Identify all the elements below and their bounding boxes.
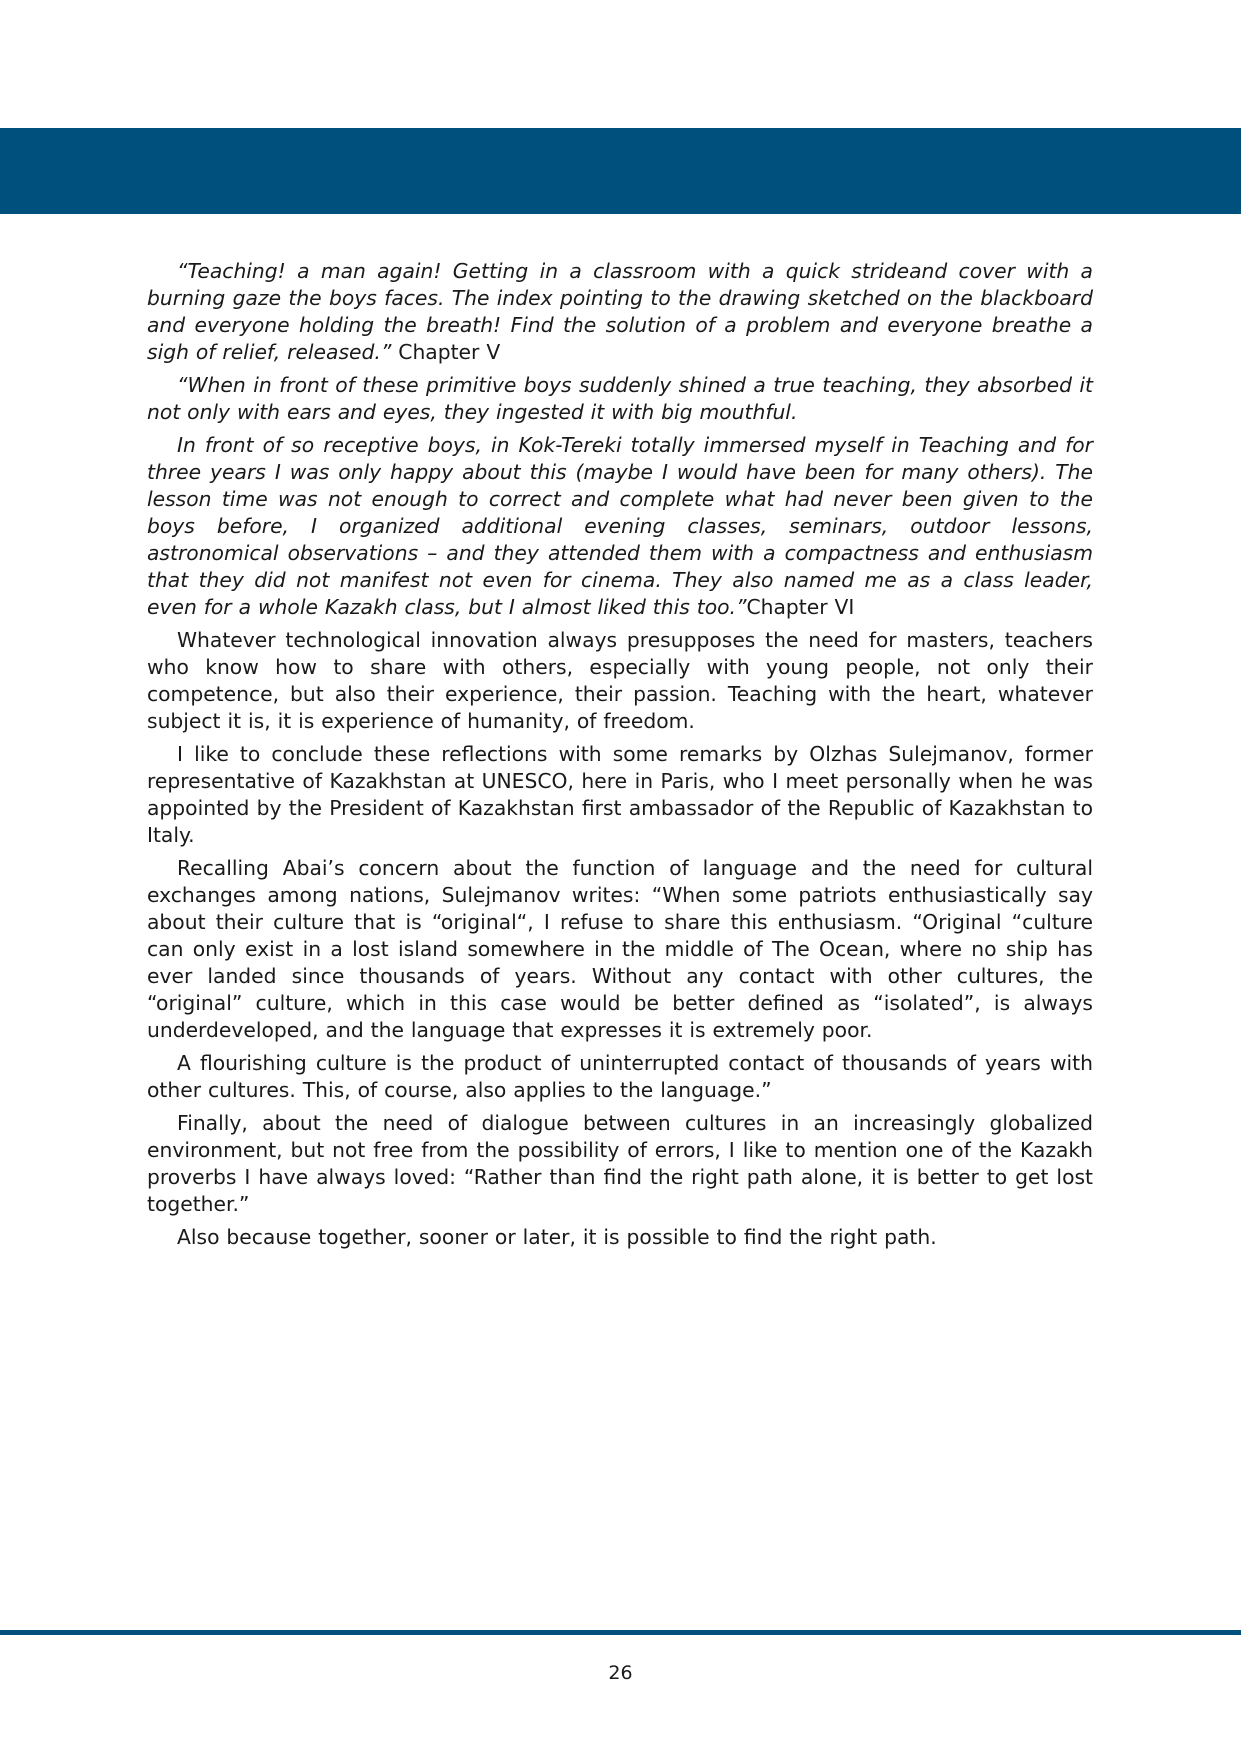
paragraph-text: Also because together, sooner or later, it is possible to find the right path. [177, 1225, 937, 1249]
paragraph-text: A flourishing culture is the product of uninterrupted contact of thousands of years with other cultures. This, of course, also applies to the language.” [147, 1051, 1093, 1102]
body-text [147, 258, 1093, 1257]
paragraph-text: Recalling Abai’s concern about the function of language and the need for cultural exchanges among nations, Sulejmanov writes: “When some patriots enthusiastically say about their culture that is “original“, I refuse to share this enthusiasm. “Original “culture can only exist in a lost island somewhere in the middle of The Ocean, where no ship has ever landed since thousands of years. Without any contact with other cultures, the “original” culture, which in this case would be better defined as “isolated”, is always underdeveloped, and the language that expresses it is extremely poor. [147, 856, 1093, 1042]
chapter-reference: Chapter V [391, 340, 501, 364]
page-number: 26 [608, 1662, 633, 1684]
paragraph-quote-chapter-vi [147, 432, 1093, 621]
chapter-reference: Chapter VI [746, 595, 855, 619]
paragraph-proverb [147, 1110, 1093, 1218]
footer-rule [0, 1630, 1241, 1635]
paragraph-innovation [147, 627, 1093, 735]
paragraph-quote-primitive-boys [147, 372, 1093, 426]
paragraph-closing [147, 1224, 1093, 1251]
paragraph-sulejmanov [147, 741, 1093, 849]
paragraph-flourishing-culture [147, 1050, 1093, 1104]
paragraph-text: Whatever technological innovation always presupposes the need for masters, teachers who know how to share with others, especially with young people, not only their competence, but also their experience, their passion. Teaching with the heart, whatever subject it is, it is experience of humanity, of freedom. [147, 628, 1093, 733]
paragraph-text: Finally, about the need of dialogue between cultures in an increasingly globalized environment, but not free from the possibility of errors, I like to mention one of the Kazakh proverbs I have always loved: “Rather than find the right path alone, it is better to get lost together.” [147, 1111, 1093, 1216]
paragraph-quote-chapter-v [147, 258, 1093, 366]
paragraph-text: I like to conclude these reflections with some remarks by Olzhas Sulejmanov, former representative of Kazakhstan at UNESCO, here in Paris, who I meet personally when he was appointed by the President of Kazakhstan first ambassador of the Republic of Kazakhstan to Italy. [147, 742, 1093, 847]
italic-quote: In front of so receptive boys, in Kok-Tereki totally immersed myself in Teaching and for three years I was only happy about this (maybe I would have been for many others). The lesson time was not enough to correct and complete what had never been given to the boys before, I organized additional evening classes, seminars, outdoor lessons, astronomical observations – and they attended them with a compactness and enthusiasm that they did not manifest not even for cinema. They also named me as a class leader, even for a whole Kazakh class, but I almost liked this too.” [147, 433, 1093, 619]
header-band [0, 128, 1241, 214]
paragraph-abai [147, 855, 1093, 1044]
italic-quote: “Teaching! a man again! Getting in a classroom with a quick strideand cover with a burning gaze the boys faces. The index pointing to the drawing sketched on the blackboard and everyone holding the breath! Find the solution of a problem and everyone breathe a sigh of relief, released.” [147, 259, 1093, 364]
italic-quote: “When in front of these primitive boys suddenly shined a true teaching, they absorbed it not only with ears and eyes, they ingested it with big mouthful. [147, 373, 1093, 424]
